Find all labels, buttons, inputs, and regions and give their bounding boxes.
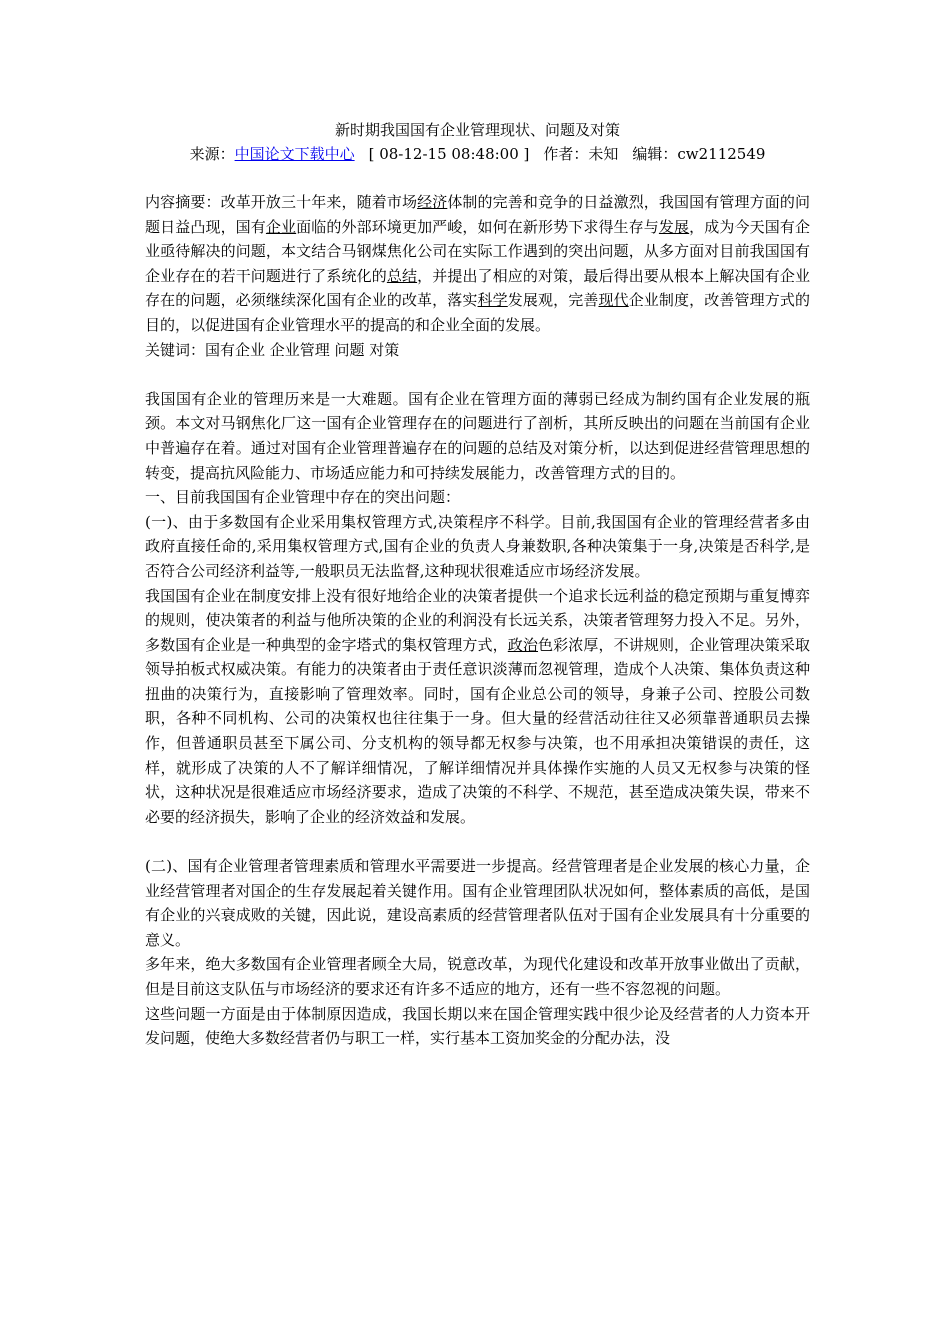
abstract-text: 发展观，完善: [507, 291, 599, 310]
abstract-text: 面临的外部环境更加严峻，如何在新形势下求得生存与: [296, 217, 659, 236]
point-one-paragraph: (一)、由于多数国有企业采用集权管理方式,决策程序不科学。目前,我国国有企业的管理经营者多由政府直接任命的,采用集权管理方式,国有企业的负责人身兼数职,各种决策集于一身,决策是否科学,是否符合公司经济利益等,一般职员无法监督,这种现状很难适应市场经济发展。: [145, 512, 810, 580]
abstract-paragraph: [145, 190, 810, 338]
abstract-text: ，成为今天国有企业亟待解决的问题，本文结合马钢煤焦化公司在实际工作遇到的突出问题，从多方面对目前我国国有企业存在的若干问题进行了系统化的: [145, 217, 810, 285]
spacer: [145, 829, 810, 854]
keyword-link-politics[interactable]: 政治: [507, 635, 539, 654]
abstract-text: 企业制度，改善管理方式的目的，以促进国有企业管理水平的提高的和企业全面的发展。: [145, 291, 810, 334]
author: 作者：未知: [543, 145, 619, 163]
abstract-text: 体制的完善和竞争的日益激烈，我国国有管理方面的问题日益凸现，国有: [145, 193, 810, 236]
paragraph-text: 色彩浓厚，不讲规则，企业管理决策采取领导拍板式权威决策。有能力的决策者由于责任意识淡薄而忽视管理，造成个人决策、集体负责这种扭曲的决策行为，直接影响了管理效率。同时，国有企业总公司的领导，身兼子公司、控股公司数职，各种不同机构、公司的决策权也往往集于一身。但大量的经营活动往往又必须靠普通职员去操作，但普通职员甚至下属公司、分支机构的领导都无权参与决策，也不用承担决策错误的责任，这样，就形成了决策的人不了解详细情况，了解详细情况并具体操作实施的人员又无权参与决策的怪状，这种状况是很难适应市场经济要求，造成了决策的不科学、不规范，甚至造成决策失误，带来不必要的经济损失，影响了企业的经济效益和发展。: [145, 635, 810, 826]
intro-paragraph: 我国国有企业的管理历来是一大难题。国有企业在管理方面的薄弱已经成为制约国有企业发展的瓶颈。本文对马钢焦化厂这一国有企业管理存在的问题进行了剖析，其所反映出的问题在当前国有企业中普遍存在着。通过对国有企业管理普遍存在的问题的总结及对策分析，以达到促进经营管理思想的转变，提高抗风险能力、市场适应能力和可持续发展能力，改善管理方式的目的。: [145, 389, 810, 482]
paragraph-text: 我国国有企业在制度安排上没有很好地给企业的决策者提供一个追求长远利益的稳定预期与重复博弈的规则，使决策者的利益与他所决策的企业的利润没有长远关系，决策者管理努力投入不足。另外，多数国有企业是一种典型的金字塔式的集权管理方式，: [145, 586, 810, 654]
document-page: [145, 118, 810, 1051]
abstract-text: 内容摘要：改革开放三十年来，随着市场: [145, 193, 418, 211]
keyword-link-economy[interactable]: 经济: [417, 193, 448, 211]
keyword-link-enterprise[interactable]: 企业: [265, 217, 297, 236]
abstract-text: ，并提出了相应的对策，最后得出要从根本上解决国有企业存在的问题，必须继续深化国有企业的改革，落实: [145, 266, 810, 310]
page-title: 新时期我国国有企业管理现状、问题及对策: [334, 121, 620, 139]
section-heading: 一、目前我国国有企业管理中存在的突出问题：: [145, 488, 461, 507]
article-meta: [145, 142, 810, 166]
body-paragraph: 这些问题一方面是由于体制原因造成，我国长期以来在国企管理实践中很少论及经营者的人力资本开发问题，使绝大多数经营者仍与职工一样，实行基本工资加奖金的分配办法，没: [145, 1004, 810, 1048]
source-label: 来源：: [189, 145, 235, 163]
publish-date: [ 08-12-15 08:48:00 ]: [368, 145, 530, 163]
keyword-link-development[interactable]: 发展: [658, 217, 690, 236]
editor: 编辑：cw2112549: [632, 145, 766, 163]
spacer: [145, 362, 810, 387]
keywords-line: 关键词：国有企业 企业管理 问题 对策: [145, 340, 400, 359]
body-paragraph: 多年来，绝大多数国有企业管理者顾全大局，锐意改革，为现代化建设和改革开放事业做出了贡献，但是目前这支队伍与市场经济的要求还有许多不适应的地方，还有一些不容忽视的问题。: [145, 955, 810, 998]
source-link[interactable]: 中国论文下载中心: [234, 145, 355, 163]
keyword-link-modern[interactable]: 现代: [598, 291, 629, 310]
keyword-link-science[interactable]: 科学: [477, 291, 508, 310]
body-paragraph: [145, 584, 810, 830]
keyword-link-summary[interactable]: 总结: [386, 266, 418, 285]
point-two-paragraph: (二)、国有企业管理者管理素质和管理水平需要进一步提高。经营管理者是企业发展的核心力量，企业经营管理者对国企的生存发展起着关键作用。国有企业管理团队状况如何，整体素质的高低，是国有企业的兴衰成败的关键，因此说，建设高素质的经营管理者队伍对于国有企业发展具有十分重要的意义。: [145, 857, 810, 949]
